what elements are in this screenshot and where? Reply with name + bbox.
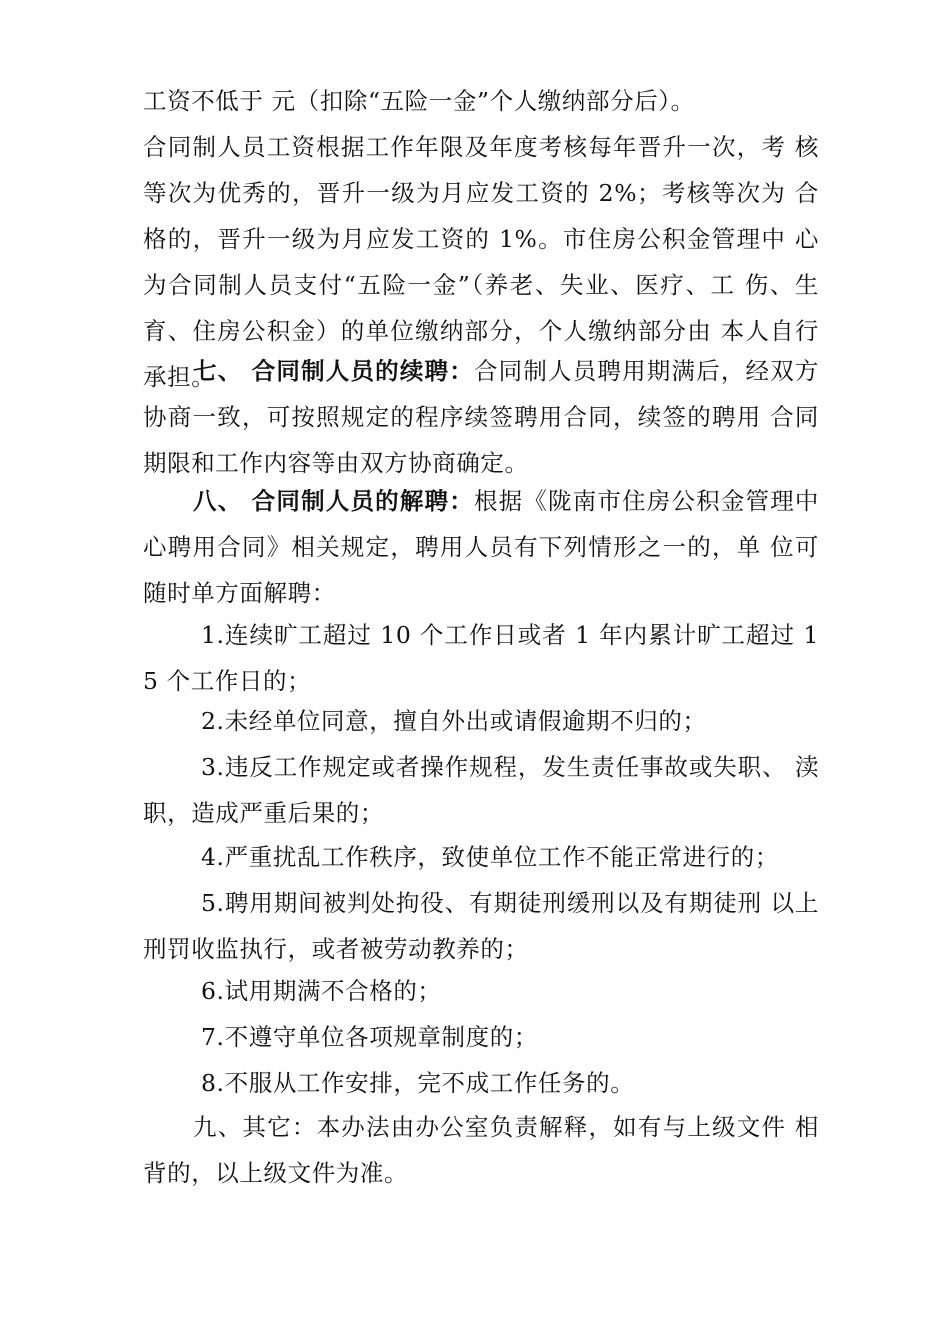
list-item-3: 3.违反工作规定或者操作规程，发生责任事故或失职、 渎职，造成严重后果的； [143,753,819,827]
section-heading-dismissal: 八、 合同制人员的解聘： [193,487,474,515]
paragraph-renewal [143,348,819,486]
paragraph-dismissal [143,478,819,616]
paragraph-other: 九、其它：本办法由办公室负责解释，如有与上级文件 相背的，以上级文件为准。 [143,1113,819,1187]
list-item-8: 8.不服从工作安排，完不成工作任务的。 [201,1069,635,1097]
paragraph-salary-raise: 合同制人员工资根据工作年限及年度考核每年晋升一次，考 核等次为优秀的，晋升一级为月应发工资的 2%；考核等次为 合格的，晋升一级为月应发工资的 1%。市住房公积金管理中 心为合同制人员支付“五险一金”（养老、失业、医疗、工 伤、生育、住房公积金）的单位缴纳部分，个人缴纳部分由 本人自行承担。 [143,133,819,391]
list-item-4: 4.严重扰乱工作秩序，致使单位工作不能正常进行的； [201,843,779,871]
list-item-6: 6.试用期满不合格的； [201,977,442,1005]
paragraph-dismissal-body: 根据《陇南市住房公积金管理中心聘用合同》相关规定，聘用人员有下列情形之一的，单 位可随时单方面解聘： [143,487,819,607]
list-item-2: 2.未经单位同意，擅自外出或请假逾期不归的； [201,707,707,735]
list-item-5: 5.聘用期间被判处拘役、有期徒刑缓刑以及有期徒刑 以上刑罚收监执行，或者被劳动教养的； [143,889,819,963]
paragraph-renewal-body: 合同制人员聘用期满后，经双方协商一致，可按照规定的程序续签聘用合同，续签的聘用 合同期限和工作内容等由双方协商确定。 [143,357,819,477]
paragraph-salary-minimum: 工资不低于 元（扣除“五险一金”个人缴纳部分后）。 [143,87,695,115]
list-item-7: 7.不遵守单位各项规章制度的； [201,1023,538,1051]
list-item-1: 1.连续旷工超过 10 个工作日或者 1 年内累计旷工超过 15 个工作日的； [143,621,819,695]
section-heading-renewal: 七、 合同制人员的续聘： [193,357,474,385]
